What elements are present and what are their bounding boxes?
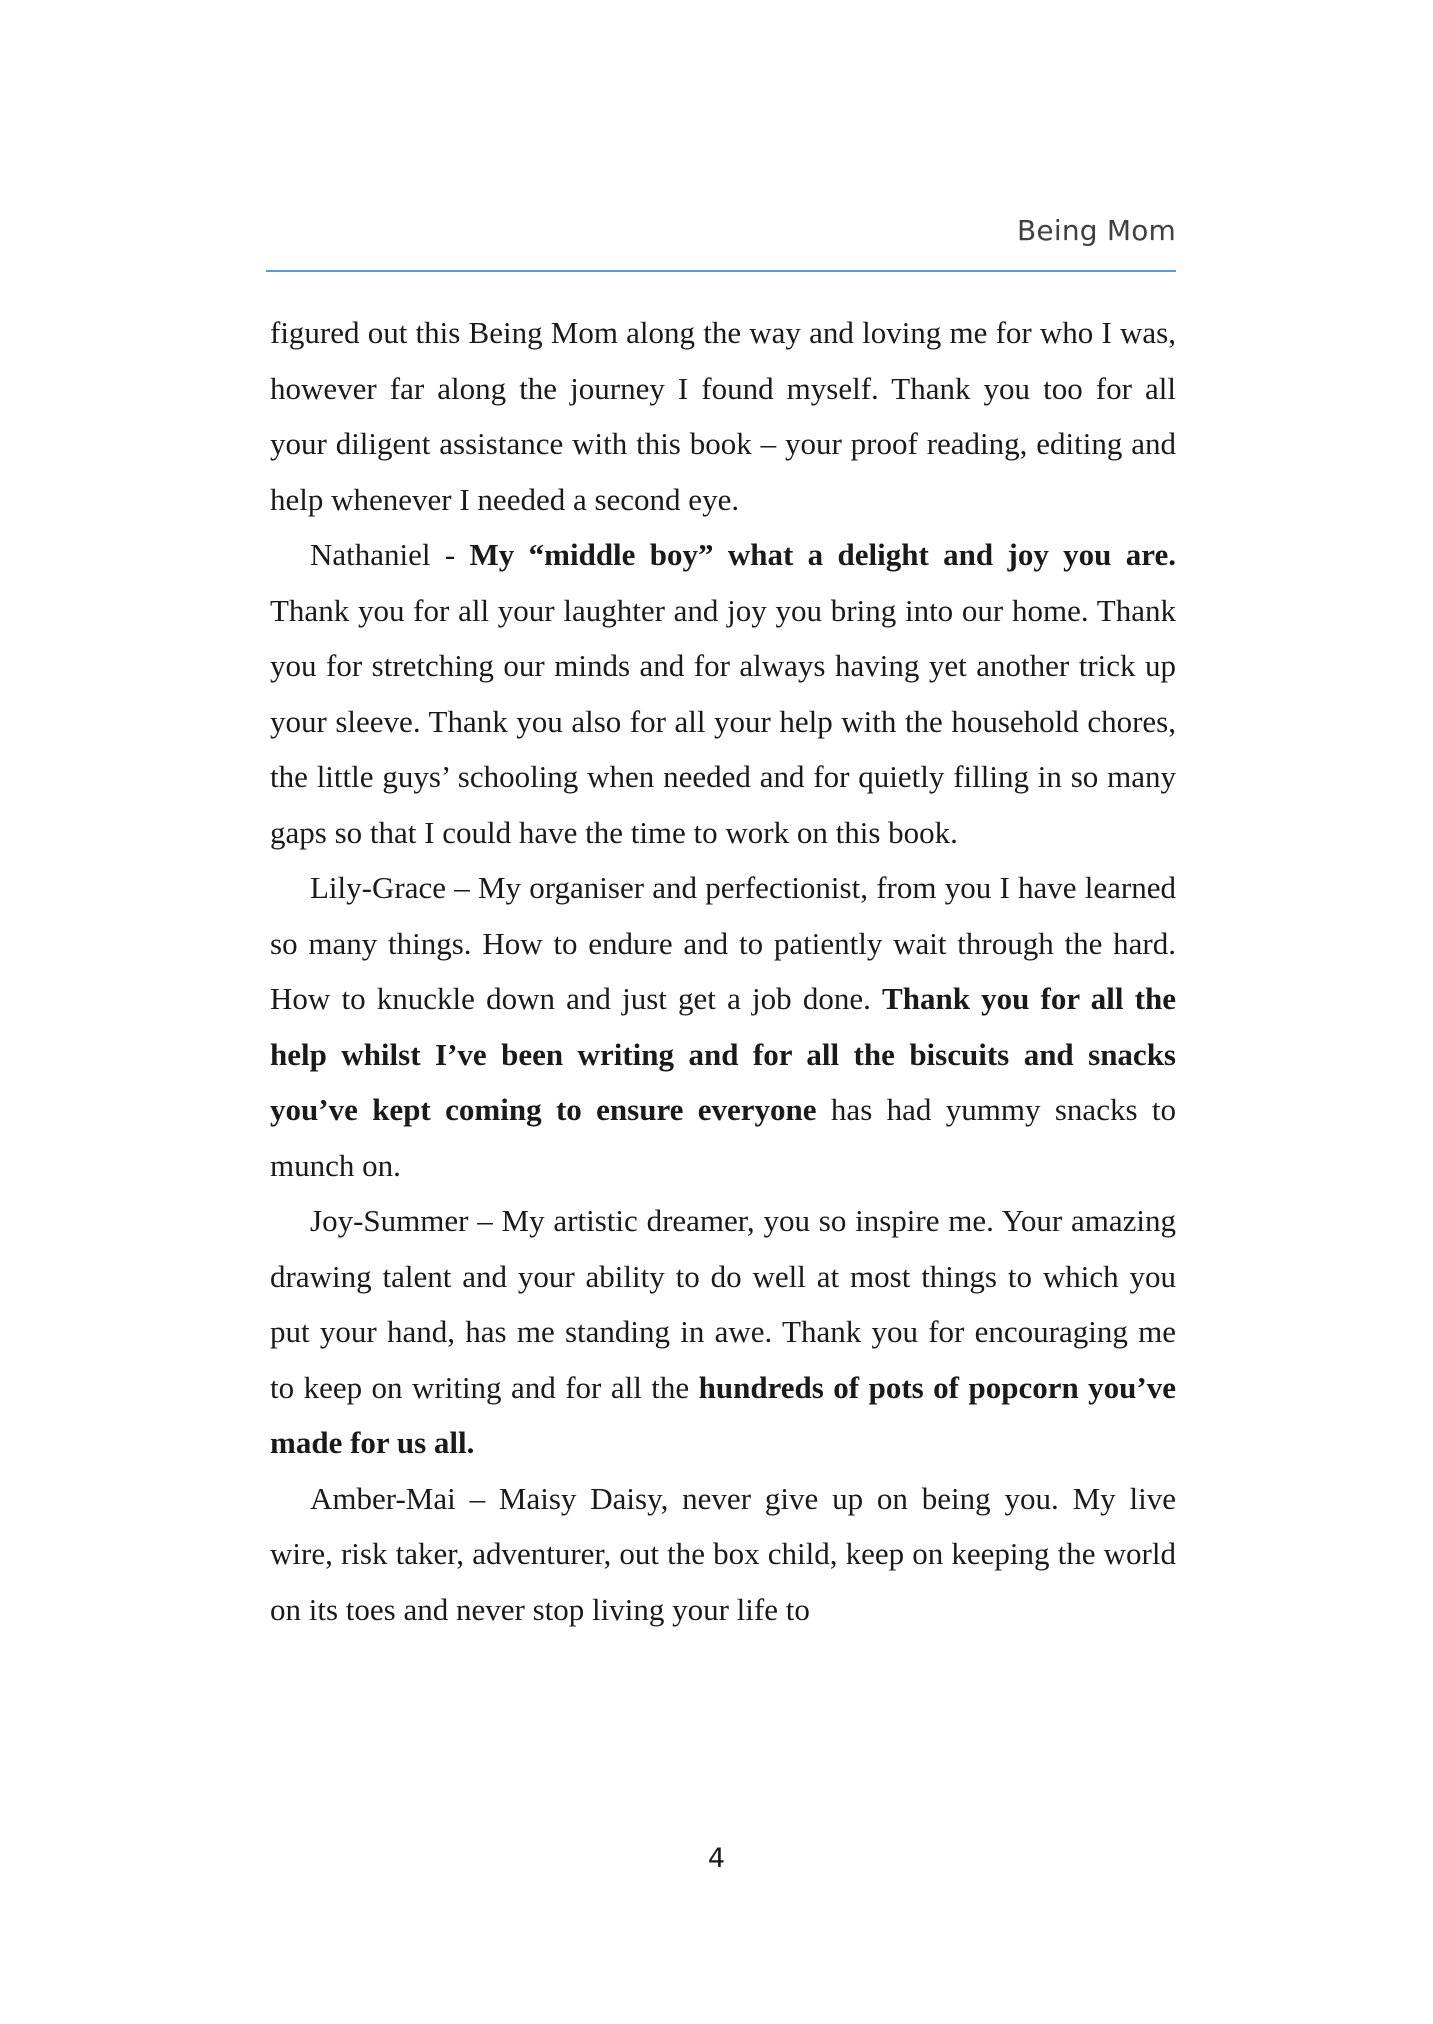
- paragraph-bold-text: hundreds of pots of popcorn you’ve made for us all.: [270, 1369, 1176, 1460]
- paragraph-nathaniel: [270, 527, 1176, 860]
- paragraph-amber-mai: [270, 1471, 1176, 1638]
- body-text: [270, 305, 1176, 1637]
- paragraph-lily-grace: [270, 860, 1176, 1193]
- paragraph-lead-text: Joy-Summer – My artistic dreamer, you so inspire me. Your amazing drawing talent and your ability to do well at most things to which you put your hand, has me standing in awe. Thank you for encouraging me to keep on writing and for all the: [270, 1203, 1176, 1405]
- paragraph-joy-summer: [270, 1193, 1176, 1471]
- paragraph-lead-text: Lily-Grace – My organiser and perfectionist, from you I have learned so many things. How to endure and to patiently wait through the hard. How to knuckle down and just get a job done.: [270, 870, 1176, 1016]
- header-divider: [266, 270, 1176, 272]
- paragraph-bold-text: Thank you for all the help whilst I’ve been writing and for all the biscuits and snacks you’ve kept coming to ensure everyone: [270, 981, 1176, 1127]
- page-number: 4: [707, 1843, 726, 1874]
- paragraph-lead-text: Nathaniel -: [310, 537, 470, 572]
- paragraph-text: figured out this Being Mom along the way and loving me for who I was, however far along the journey I found myself. Thank you too for all your diligent assistance with this book – your proof reading, editing and help whenever I needed a second eye.: [270, 315, 1176, 517]
- paragraph-continued: [270, 305, 1176, 527]
- running-header-title: Being Mom: [1017, 214, 1176, 247]
- paragraph-bold-text: My “middle boy” what a delight and joy you are.: [469, 537, 1176, 572]
- paragraph-text: has had yummy snacks to munch on.: [270, 1092, 1176, 1183]
- paragraph-text: Thank you for all your laughter and joy you bring into our home. Thank you for stretching our minds and for always having yet another trick up your sleeve. Thank you also for all your help with the household chores, the little guys’ schooling when needed and for quietly filling in so many gaps so that I could have the time to work on this book.: [270, 592, 1176, 850]
- paragraph-text: Amber-Mai – Maisy Daisy, never give up on being you. My live wire, risk taker, adventurer, out the box child, keep on keeping the world on its toes and never stop living your life to: [270, 1480, 1176, 1627]
